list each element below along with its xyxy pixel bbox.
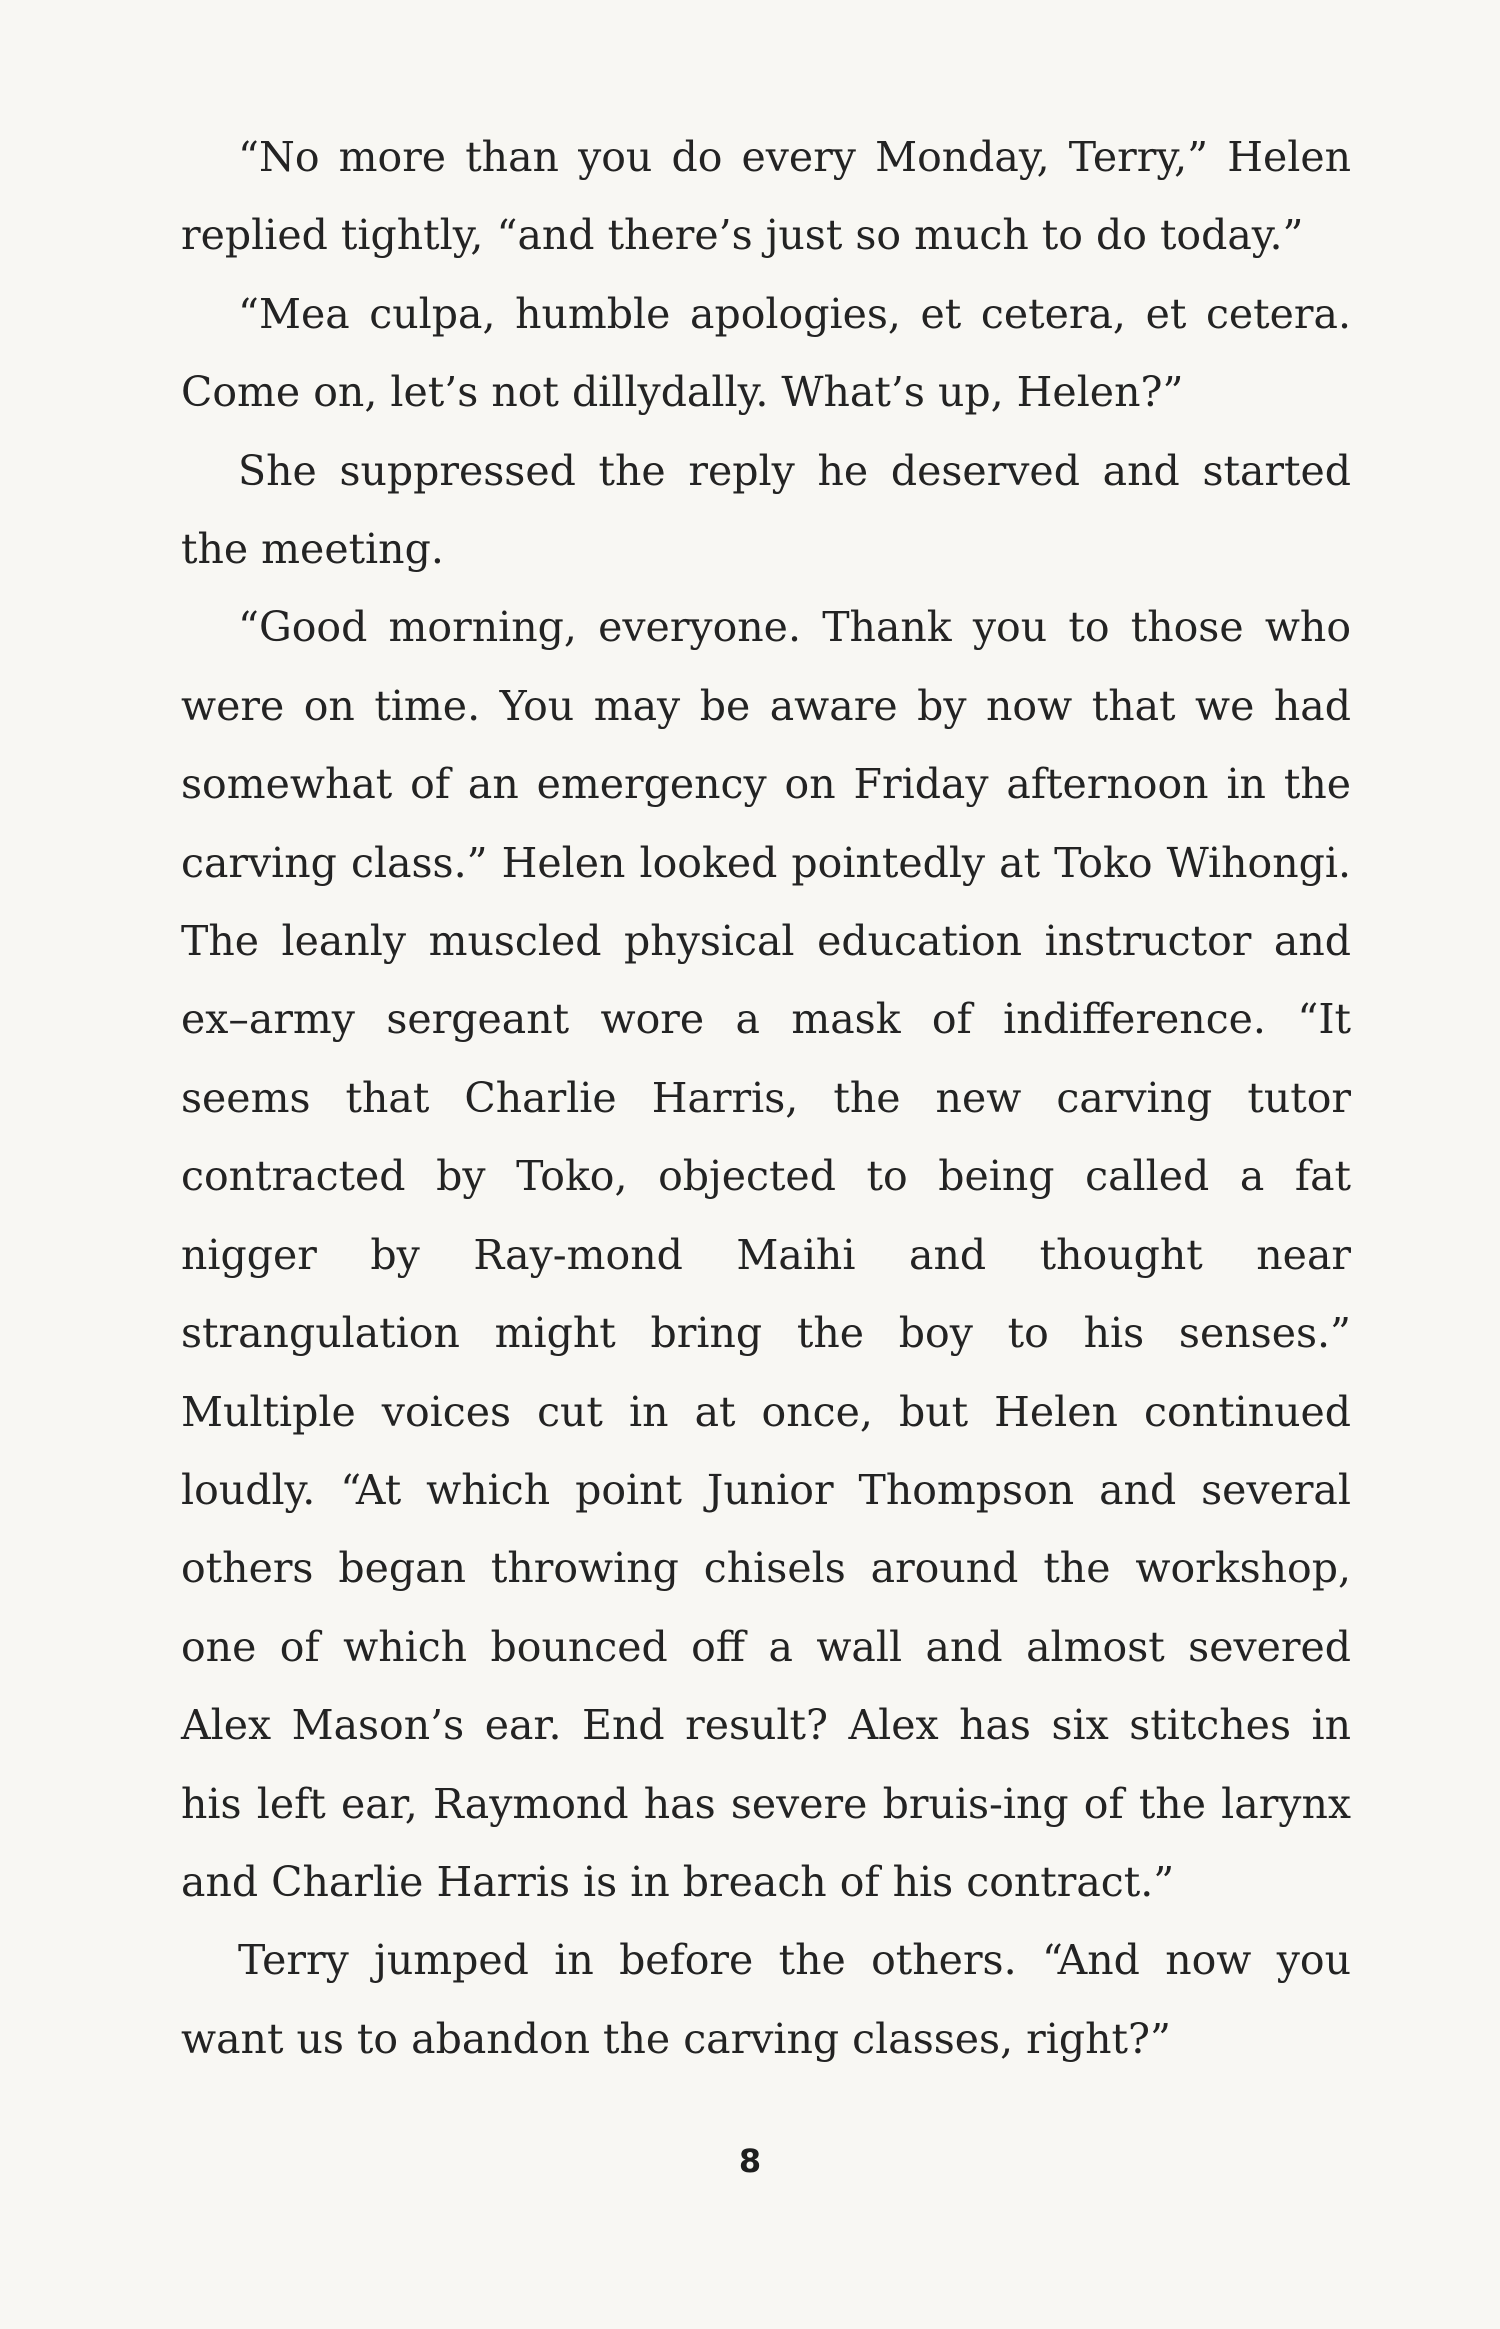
paragraph: She suppressed the reply he deserved and started the meeting. xyxy=(181,446,1351,574)
paragraph: “Good morning, everyone. Thank you to those who were on time. You may be aware by now that we had somewhat of an emergency on Friday afternoon in the carving class.” Helen looked pointedly at Toko Wihongi. The leanly muscled physical education instructor and ex–army sergeant wore a mask of indifference. “It seems that Charlie Harris, the new carving tutor contracted by Toko, objected to being called a fat nigger by Ray-mond Maihi and thought near strangulation might bring the boy to his senses.” Multiple voices cut in at once, but Helen continued loudly. “At which point Junior Thompson and several others began throwing chisels around the workshop, one of which bounced off a wall and almost severed Alex Mason’s ear. End result? Alex has six stitches in his left ear, Raymond has severe bruis-ing of the larynx and Charlie Harris is in breach of his contract.” xyxy=(181,603,1351,1906)
paragraph: “Mea culpa, humble apologies, et cetera, et cetera. Come on, let’s not dillydally. What’s up, Helen?” xyxy=(181,289,1351,417)
body-text xyxy=(181,118,1351,2078)
page-number: 8 xyxy=(738,2142,762,2180)
paragraph: “No more than you do every Monday, Terry,” Helen replied tightly, “and there’s just so much to do today.” xyxy=(181,133,1351,260)
paragraph: Terry jumped in before the others. “And now you want us to abandon the carving classes, right?” xyxy=(181,1936,1351,2063)
